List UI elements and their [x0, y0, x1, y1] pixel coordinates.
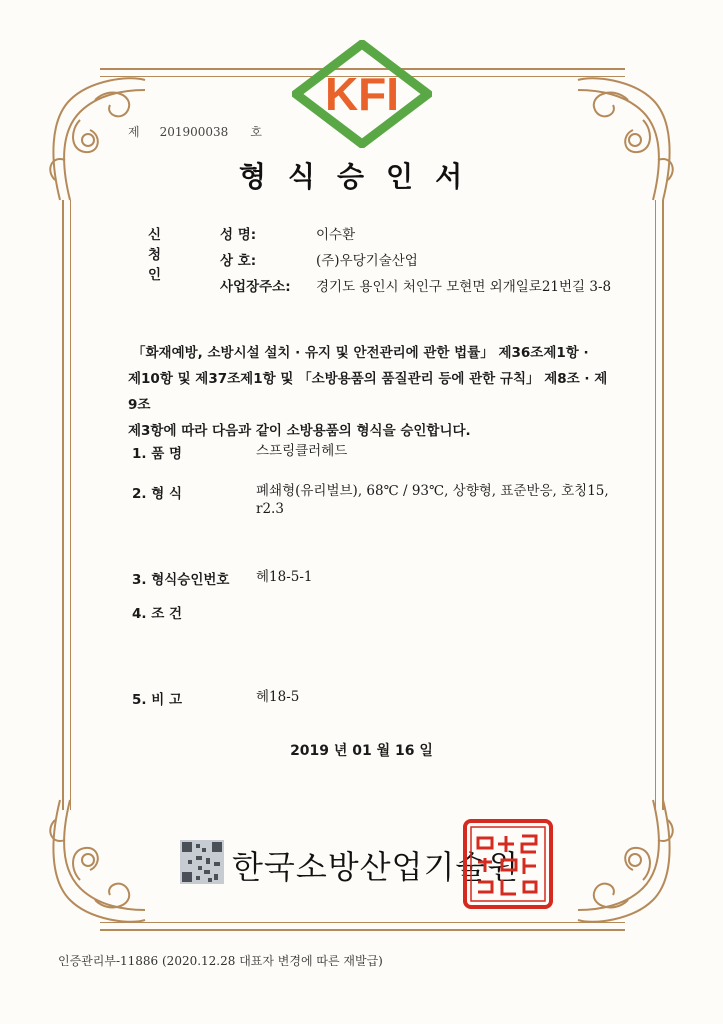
remark-value: 헤18-5 — [256, 689, 300, 705]
statement-line-2: 제10항 및 제37조제1항 및 「소방용품의 품질관리 등에 관한 규칙」 제8조 · 제9조 — [128, 371, 608, 413]
company-name: (주)우당기술산업 — [316, 253, 418, 269]
official-seal-stamp — [462, 818, 554, 910]
border-left — [62, 200, 71, 810]
approval-number-label: 3. 형식승인번호 — [132, 572, 230, 588]
applicant-section-label: 신청인 — [148, 227, 162, 283]
type-label: 2. 형 식 — [132, 486, 183, 502]
border-bottom — [100, 922, 625, 931]
company-label: 상 호: — [220, 253, 257, 269]
kfi-logo — [292, 40, 432, 148]
statement-line-3: 제3항에 따라 다음과 같이 소방용품의 형식을 승인합니다. — [128, 423, 471, 439]
address-label: 사업장주소: — [220, 279, 291, 295]
condition-label: 4. 조 건 — [132, 606, 183, 622]
product-label: 1. 품 명 — [132, 446, 183, 462]
name-label: 성 명: — [220, 227, 257, 243]
applicant-name: 이수환 — [316, 227, 356, 243]
remark-label: 5. 비 고 — [132, 692, 183, 708]
qr-code-icon — [180, 840, 224, 884]
issue-date: 2019 년 01 월 16 일 — [290, 743, 433, 759]
certificate-number-suffix: 호 — [250, 125, 262, 139]
corner-ornament-bottom-left — [40, 790, 150, 940]
approval-number-value: 헤18-5-1 — [256, 569, 313, 585]
business-address: 경기도 용인시 처인구 모현면 외개일로21번길 3-8 — [316, 279, 612, 295]
issuer-name: 한국소방산업기술원 — [232, 848, 520, 886]
certificate-number-value: 201900038 — [159, 125, 229, 139]
type-value: 폐쇄형(유리벌브), 68℃ / 93℃, 상향형, 표준반응, 호칭15, r2.3 — [256, 483, 609, 517]
approval-statement — [128, 340, 608, 444]
product-value: 스프링클러헤드 — [256, 443, 348, 459]
kfi-logo-text: KFI — [324, 68, 400, 120]
certificate-number — [128, 123, 262, 140]
statement-line-1: 「화재예방, 소방시설 설치 · 유지 및 안전관리에 관한 법률」 제36조제1항 · — [132, 345, 589, 361]
document-title: 형식승인서 — [238, 160, 485, 193]
border-right — [655, 200, 664, 810]
reissue-note: 인증관리부-11886 (2020.12.28 대표자 변경에 따른 재발급) — [58, 954, 383, 968]
corner-ornament-bottom-right — [573, 790, 683, 940]
certificate-number-prefix: 제 — [128, 125, 140, 139]
